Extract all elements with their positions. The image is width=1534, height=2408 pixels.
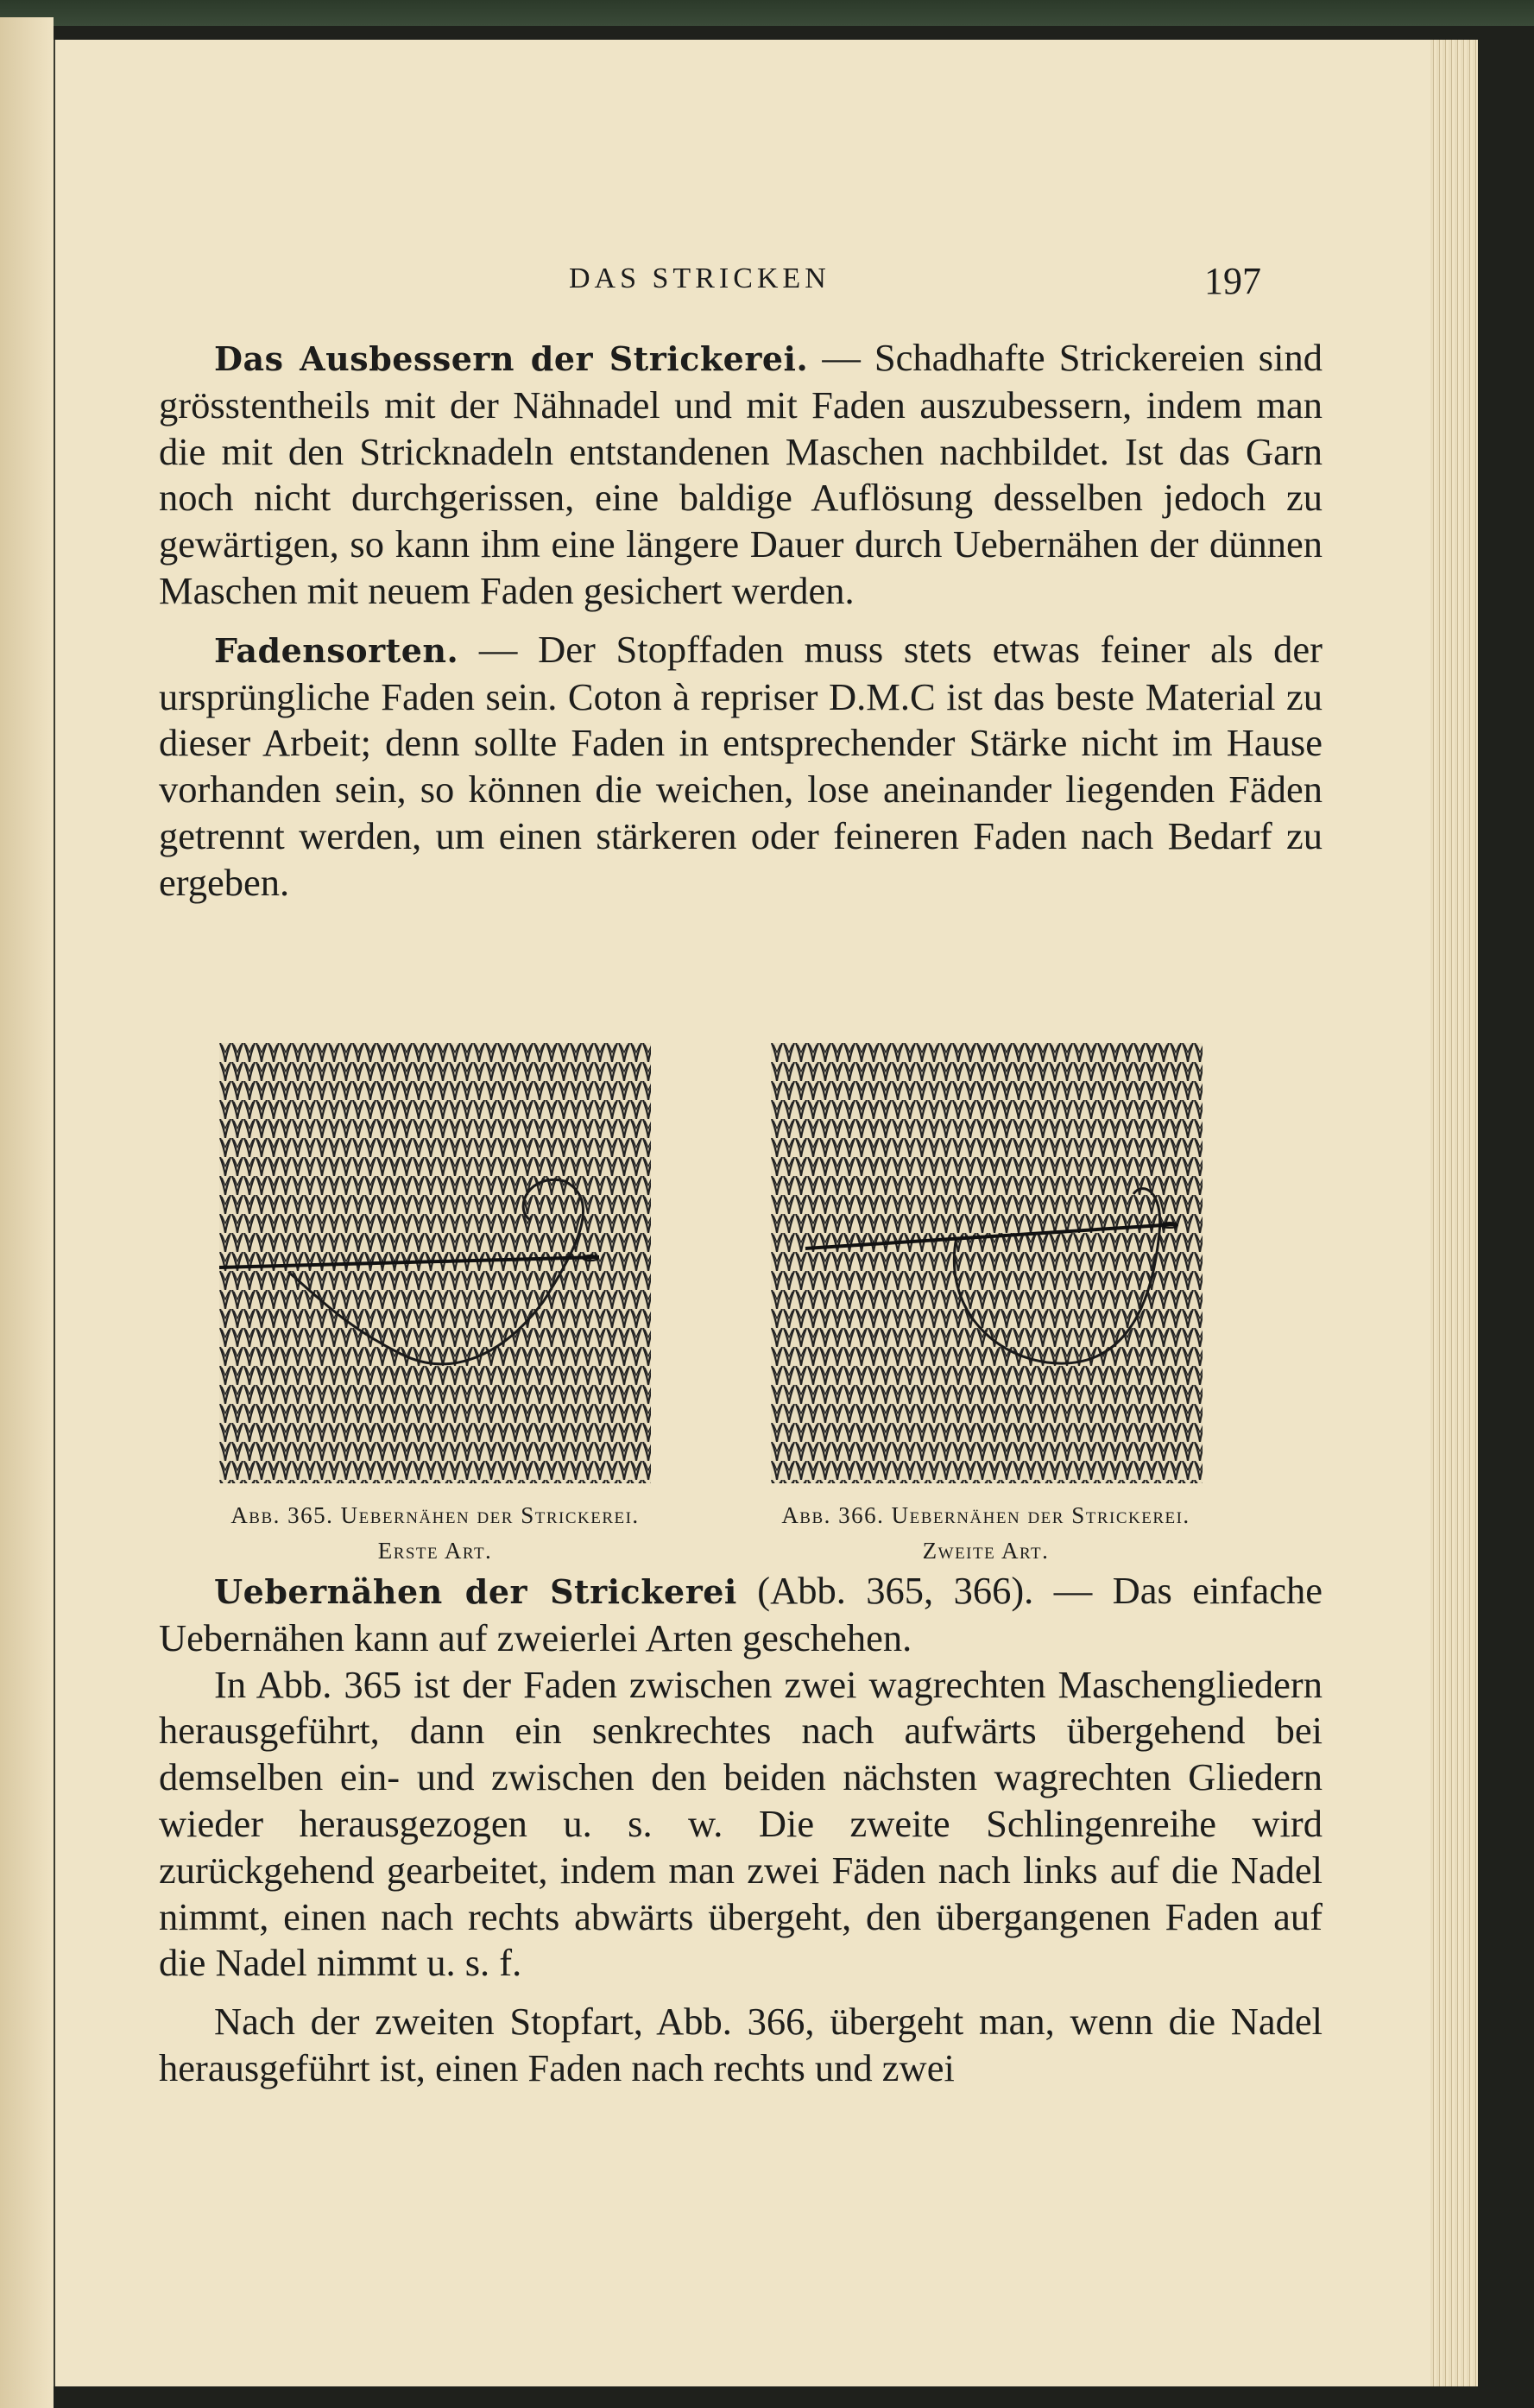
paragraph-text: — Der Stopffaden muss stets etwas feiner als der ursprüngliche Faden sein. Coton à repriser D.M.C ist das beste Material zu dieser Arbeit; denn sollte Faden in entsprechender Stärke nicht im Hause vorhanden sein, so können die weichen, lose aneinander liegenden Fäden getrennt werden, um einen stärkeren oder feineren Faden nach Bedarf zu ergeben. [159,627,1323,904]
caption-line: Erste Art. [377,1538,493,1564]
facing-page-edge [0,17,54,2408]
figure-366-caption [710,1498,1262,1569]
paragraph-ausbessern [159,335,1323,615]
running-head [54,262,1478,314]
paragraph-abb-366 [159,1999,1323,2092]
figure-365-illustration [219,1043,651,1483]
text-block-top [159,335,1323,907]
page-stack-edges [1430,40,1478,2386]
figure-366-illustration [771,1043,1203,1483]
caption-line: Abb. 366. Uebernähen der Strickerei. [781,1502,1190,1528]
paragraph-text: Nach der zweiten Stopfart, Abb. 366, übergeht man, wenn die Nadel herausgeführt ist, einen Faden nach rechts und zwei [159,2000,1323,2089]
paragraph-uebernaehen [159,1568,1323,1662]
run-in-heading: Das Ausbessern der Strickerei. [214,339,809,378]
knitted-fabric [771,1043,1203,1483]
book-cover-edge [0,0,1534,26]
run-in-heading: Fadensorten. [214,630,459,670]
figure-365-caption [159,1498,711,1569]
caption-line: Abb. 365. Uebernähen der Strickerei. [230,1502,640,1528]
paragraph-text: (Abb. 365, 366). — Das einfache Uebernähen kann auf zweierlei Arten geschehen. [159,1569,1323,1659]
text-block-bottom [159,1568,1323,2092]
book-page [54,40,1478,2386]
paragraph-text: — Schadhafte Strickereien sind grösstentheils mit der Nähnadel und mit Faden auszubessern, indem man die mit den Stricknadeln entstandenen Maschen nachbildet. Ist das Garn noch nicht durchgerissen, eine baldige Auflösung desselben jedoch zu gewärtigen, so kann ihm eine längere Dauer durch Uebernähen der dünnen Maschen mit neuem Faden gesichert werden. [159,336,1323,612]
caption-line: Zweite Art. [922,1538,1050,1564]
paragraph-abb-365 [159,1662,1323,1988]
run-in-heading: Uebernähen der Strickerei [214,1572,737,1611]
page-number: 197 [1204,260,1261,302]
paragraph-fadensorten [159,627,1323,907]
running-title: DAS STRICKEN [569,262,830,294]
paragraph-text: In Abb. 365 ist der Faden zwischen zwei wagrechten Maschengliedern herausgeführt, dann ein senkrechtes nach aufwärts übergehend bei demselben ein- und zwischen den beiden nächsten wagrechten Gliedern wieder herausgezogen u. s. w. Die zweite Schlingenreihe wird zurückgehend gearbeitet, indem man zwei Fäden nach links auf die Nadel nimmt, einen nach rechts abwärts übergeht, den übergangenen Faden auf die Nadel nimmt u. s. f. [159,1662,1323,1985]
